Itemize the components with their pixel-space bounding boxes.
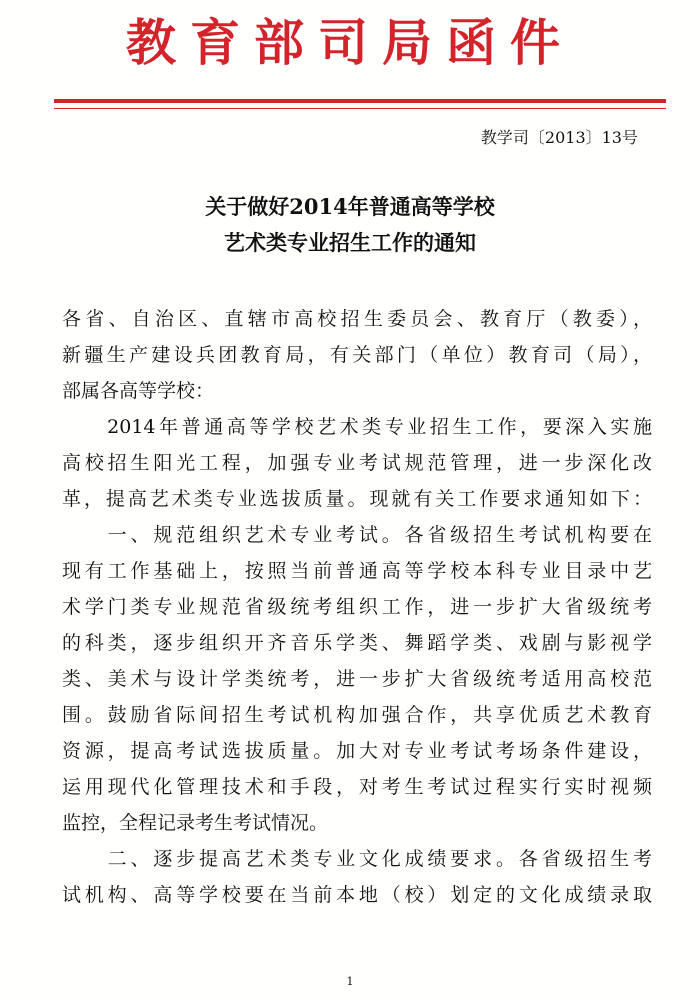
body-line: 资源，提高考试选拔质量。加大对专业考试考场条件建设， xyxy=(62,740,652,762)
document-number: 教学司〔2013〕13号 xyxy=(480,128,638,147)
body-line: 围。鼓励省际间招生考试机构加强合作，共享优质艺术教育 xyxy=(62,704,652,726)
body-line: 现有工作基础上，按照当前普通高等学校本科专业目录中艺 xyxy=(62,560,652,582)
body-line: 高校招生阳光工程，加强专业考试规范管理，进一步深化改 xyxy=(62,452,652,474)
body-line: 术学门类专业规范省级统考组织工作，进一步扩大省级统考 xyxy=(62,596,652,618)
body-line: 运用现代化管理技术和手段，对考生考试过程实行实时视频 xyxy=(62,776,652,798)
body-line: 部属各高等学校： xyxy=(62,380,215,402)
body-line: 2014年普通高等学校艺术类专业招生工作，要深入实施 xyxy=(62,416,652,438)
notice-body xyxy=(62,301,652,913)
body-line: 的科类，逐步组织开齐音乐学类、舞蹈学类、戏剧与影视学 xyxy=(62,632,652,654)
letterhead-title: 教育部司局函件 xyxy=(126,13,574,72)
body-line: 监控，全程记录考生考试情况。 xyxy=(62,812,329,834)
body-line: 一、规范组织艺术专业考试。各省级招生考试机构要在 xyxy=(62,524,652,546)
body-line: 革，提高艺术类专业选拔质量。现就有关工作要求通知如下： xyxy=(62,488,652,510)
letterhead-rule-thin xyxy=(54,108,666,109)
body-line: 二、逐步提高艺术类专业文化成绩要求。各省级招生考 xyxy=(62,848,652,870)
body-line: 新疆生产建设兵团教育局，有关部门（单位）教育司（局）， xyxy=(62,344,652,366)
body-line: 类、美术与设计学类统考，进一步扩大省级统考适用高校范 xyxy=(62,668,652,690)
body-line: 试机构、高等学校要在当前本地（校）划定的文化成绩录取 xyxy=(62,884,652,906)
body-line: 各省、自治区、直辖市高校招生委员会、教育厅（教委）， xyxy=(62,308,652,330)
notice-title-line-2: 艺术类专业招生工作的通知 xyxy=(224,230,476,255)
page-number: 1 xyxy=(346,975,354,988)
notice-title-line-1: 关于做好2014年普通高等学校 xyxy=(205,194,495,219)
letterhead-rule-thick xyxy=(54,99,666,103)
